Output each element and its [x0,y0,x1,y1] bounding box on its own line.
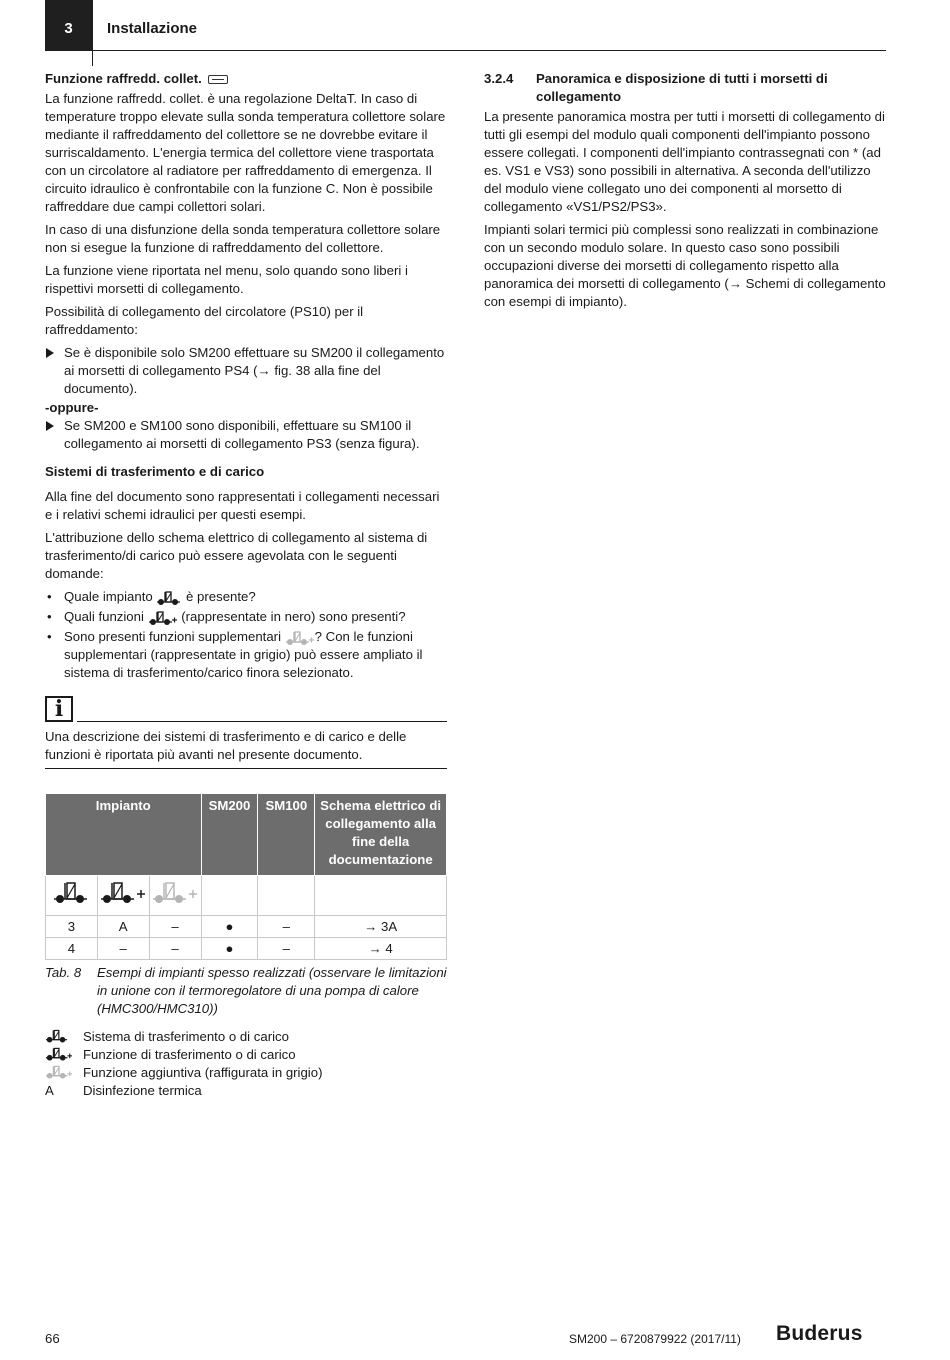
legend-key-a: A [45,1083,54,1098]
section-title: Panoramica e disposizione di tutti i morsetti di collegamento [536,71,828,104]
legend-item: Sistema di trasferimento o di carico [45,1028,447,1046]
table-header-row [46,794,447,876]
brand-logo: Buderus [776,1322,863,1345]
header-schema: Schema elettrico di collegamento alla fine della documentazione [315,794,447,876]
table-row: 4 – – ● – → 4 [46,938,447,960]
additional-function-icon [152,880,198,906]
question-item: • Quali funzioni (rappresentate in nero) sono presenti? [47,609,406,624]
paragraph: Impianti solari termici più complessi sono realizzati in combinazione con un secondo modulo solare. In questo caso sono possibili occupazioni diverse dei morsetti di collegamento rispetto alla panoramica dei morsetti di collegamento (→ Schemi di collegamento con esempi di impianto). [484,222,886,309]
legend-item: Funzione di trasferimento o di carico [45,1046,447,1064]
paragraph: L'attribuzione dello schema elettrico di collegamento al sistema di trasferimento/di carico può essere agevolata con le seguenti domande: [45,530,428,581]
paragraph: Possibilità di collegamento del circolatore (PS10) per il raffreddamento: [45,304,364,337]
additional-function-icon [45,1064,73,1080]
chapter-divider-horizontal [92,50,886,51]
oppure-label: -oppure- [45,400,99,415]
document-id: SM200 – 6720879922 (2017/11) [569,1332,741,1346]
paragraph: Alla fine del documento sono rappresentati i collegamenti necessari e i relativi schemi idraulici per questi esempi. [45,489,440,522]
paragraph: In caso di una disfunzione della sonda temperatura collettore solare non si esegue la funzione di raffreddamento del collettore. [45,222,441,255]
caption-text: Esempi di impianti spesso realizzati (osservare le limitazioni in unione con il termoregolatore di una pompa di calore (HMC300/HMC310)) [97,965,447,1016]
instruction-step: Se è disponibile solo SM200 effettuare su SM200 il collegamento ai morsetti di collegamento PS4 (→ fig. 38 alla fine del documento). [45,344,447,398]
system-icon [45,1028,69,1044]
systems-table [45,793,447,960]
header-impianto: Impianto [46,794,202,876]
table-row: 3 A – ● – → 3A [46,916,447,938]
info-note [45,696,447,769]
section-number: 3.2.4 [484,71,514,86]
triangle-bullet-icon [46,421,54,431]
chapter-number: 3 [45,0,92,51]
bullet: • [47,609,52,624]
page-number: 66 [45,1331,60,1346]
paragraph: La funzione raffredd. collet. è una regolazione DeltaT. In caso di temperature troppo elevate sulla sonda temperatura collettore solare mediante il raffreddamento del collettore se ne dovrebbe evitare il surriscaldamento. L'energia termica del collettore viene trasportata con un circolatore al radiatore per raffreddamento di emergenza. Il circuito idraulico è confrontabile con la funzione C. Non è possibile raffreddare due campi collettori solari. [45,91,446,214]
bullet: • [47,589,52,604]
bullet: • [47,629,52,644]
question-item: • Quale impianto è presente? [47,589,256,604]
function-icon [148,610,178,626]
collector-cooling-icon [208,75,228,84]
section-heading-324 [484,70,886,106]
header-sm200: SM200 [201,794,258,876]
triangle-bullet-icon [46,348,54,358]
system-icon [156,590,182,606]
legend-item: Funzione aggiuntiva (raffigurata in grigio) [45,1064,447,1082]
left-column [45,70,447,1100]
section-heading-sistemi: Sistemi di trasferimento e di carico [45,464,265,479]
chapter-divider-vertical [92,0,93,66]
caption-label: Tab. 8 [45,965,82,980]
paragraph: La presente panoramica mostra per tutti i morsetti di collegamento di tutti gli esempi del modulo quali componenti dell'impianto possono essere collegati. I componenti dell'impianto contrassegnati con * (ad es. VS1 e VS3) sono possibili in alternativa. A seconda dell'utilizzo del modulo viene collegato uno dei componenti al morsetto di collegamento «VS1/PS2/PS3». [484,109,885,214]
instruction-step: Se SM200 e SM100 sono disponibili, effettuare su SM100 il collegamento ai morsetti di collegamento PS3 (senza figura). [45,417,447,453]
note-text: Una descrizione dei sistemi di trasferimento e di carico e delle funzioni è riportata più avanti nel presente documento. [45,728,447,769]
right-column [484,70,886,316]
info-icon: i [45,696,73,722]
question-item: • Sono presenti funzioni supplementari ? Con le funzioni supplementari (rappresentate in grigio) può essere ampliato il sistema di trasferimento/carico finora selezionato. [47,629,423,680]
paragraph: La funzione viene riportata nel menu, solo quando sono liberi i rispettivi morsetti di collegamento. [45,263,408,296]
legend [45,1028,447,1100]
function-title: Funzione raffredd. collet. [45,71,202,86]
chapter-title: Installazione [107,20,198,37]
table-caption [45,964,447,1018]
additional-function-icon [285,630,315,646]
function-icon [45,1046,73,1062]
table-icon-row [46,876,447,916]
dot-mark: ● [201,938,258,960]
function-heading [45,70,447,88]
system-icon [53,880,89,906]
dot-mark: ● [201,916,258,938]
note-rule [77,721,447,722]
function-icon [100,880,146,906]
header-sm100: SM100 [258,794,315,876]
legend-item: A Disinfezione termica [45,1083,202,1098]
